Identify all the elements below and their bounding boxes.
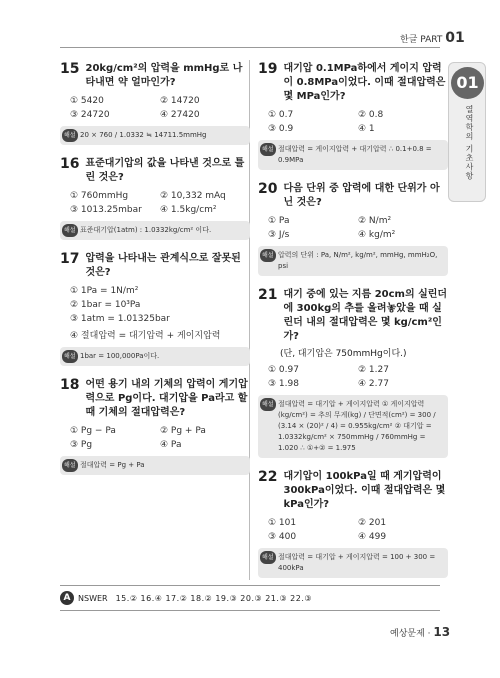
question-stem (60, 157, 250, 185)
question-stem (258, 288, 448, 344)
explanation-box: 해설 절대압력 = 대기압 + 게이지압력 ① 게이지압력(kg/cm²) = 추의 무게(kg) / 단면적(cm²) = 300 / (3.14 × (20)² / 4) = 0.955kg/cm² ② 대기압 = 1.0332kg/cm² × 750mmHg / 760mmHg = 1.020 ∴ ①+② = 1.975 (258, 395, 448, 458)
question-stem (258, 470, 448, 512)
answer-bar (60, 585, 440, 611)
option: ③ 24720 (70, 110, 110, 120)
explanation-box: 해설 절대압력 = 대기압 + 게이지압력 = 100 + 300 = 400kPa (258, 548, 448, 578)
explanation-box: 해설 20 × 760 / 1.0332 ≒ 14711.5mmHg (60, 126, 250, 145)
question-stem (60, 378, 250, 420)
answer-values: 15.② 16.④ 17.② 18.② 19.③ 20.③ 21.③ 22.③ (115, 593, 313, 603)
option: ② N/m² (358, 216, 392, 226)
question (258, 288, 448, 458)
header-logo: 한글 (400, 35, 418, 45)
chapter-number: 01 (451, 67, 484, 99)
option: ④ Pa (160, 440, 182, 450)
option: ① 101 (268, 518, 297, 528)
options (60, 286, 250, 341)
answer-label: NSWER (78, 593, 108, 603)
option: ② 14720 (160, 96, 200, 106)
question-number: 22 (258, 469, 278, 485)
option: ② 1bar = 10³Pa (70, 300, 141, 310)
chapter-title: 열역학의 기초사항 (465, 105, 474, 181)
question-number: 19 (258, 61, 278, 77)
question-number: 18 (60, 377, 80, 393)
question-stem (60, 252, 250, 280)
question-stem (60, 62, 250, 90)
question-text: 표준대기압의 값을 나타낸 것으로 틀린 것은? (85, 158, 245, 183)
option: ③ Pg (70, 440, 93, 450)
option: ④ 1.5kg/cm² (160, 205, 217, 215)
question-number: 15 (60, 61, 80, 77)
question-text: 다음 단위 중 압력에 대한 단위가 아닌 것은? (283, 183, 440, 208)
question (60, 378, 250, 475)
option: ④ 27420 (160, 110, 200, 120)
explanation-box: 해설 절대압력 = 게이지압력 + 대기압력 ∴ 0.1+0.8 = 0.9MPa (258, 140, 448, 170)
option: ④ 절대압력 = 대기압력 + 게이지압력 (70, 331, 221, 341)
option: ③ 400 (268, 532, 297, 542)
question-text: 20kg/cm²의 압력을 mmHg로 나타내면 약 얼마인가? (85, 63, 243, 88)
part-label: PART (420, 35, 443, 45)
question-text: 대기압이 100kPa일 때 게기압력이 300kPa이었다. 이때 절대압력은 몇 kPa인가? (283, 471, 446, 510)
explanation-box: 해설 절대압력 = Pg + Pa (60, 456, 250, 475)
question (258, 62, 448, 170)
question-number: 20 (258, 181, 278, 197)
question-note: (단, 대기압은 750mmHg이다.) (280, 349, 407, 359)
options (258, 216, 448, 240)
question (258, 470, 448, 578)
options (60, 96, 250, 120)
answer-a-icon: A (60, 591, 74, 605)
option: ③ 0.9 (268, 124, 294, 134)
option: ③ J/s (268, 230, 290, 240)
question (258, 182, 448, 276)
option: ① 760mmHg (70, 191, 129, 201)
option: ③ 1atm = 1.01325bar (70, 314, 170, 324)
question-text: 압력을 나타내는 관계식으로 잘못된 것은? (85, 253, 241, 278)
question-stem (258, 62, 448, 104)
question (60, 157, 250, 240)
option: ③ 1.98 (268, 379, 299, 389)
option: ③ 1013.25mbar (70, 205, 142, 215)
option: ② 10,332 mAq (160, 191, 226, 201)
question-stem (258, 182, 448, 210)
option: ④ 1 (358, 124, 375, 134)
option: ① 0.97 (268, 365, 299, 375)
question-text: 어떤 용기 내의 기체의 압력이 게기압력으로 Pg이다. 대기압을 Pa라고 할 때 기체의 절대압력은? (85, 379, 248, 418)
question (60, 62, 250, 145)
options (258, 110, 448, 134)
page-footer: 예상문제 · 13 (390, 625, 451, 639)
option: ② 0.8 (358, 110, 384, 120)
explanation-box: 해설 압력의 단위 : Pa, N/m², kg/m², mmHg, mmH₂O, psi (258, 246, 448, 276)
explanation-box: 해설 1bar = 100,000Pa이다. (60, 347, 250, 366)
explanation-box: 해설 표준대기압(1atm) : 1.0332kg/cm² 이다. (60, 221, 250, 240)
chapter-side-tab (448, 62, 486, 202)
options (60, 426, 250, 450)
question-text: 대기압 0.1MPa하에서 게이지 압력이 0.8MPa이었다. 이때 절대압력은 몇 MPa인가? (283, 63, 446, 102)
option: ① 1Pa = 1N/m² (70, 286, 139, 296)
option: ② 201 (358, 518, 387, 528)
question-number: 16 (60, 156, 80, 172)
option: ① 0.7 (268, 110, 294, 120)
question-text: 대기 중에 있는 지름 20cm의 실린더에 300kg의 추를 올려놓았을 때 실린더 내의 절대압력은 몇 kg/cm²인가? (283, 289, 448, 342)
question-number: 17 (60, 251, 80, 267)
option: ② Pg + Pa (160, 426, 206, 436)
option: ④ 499 (358, 532, 387, 542)
part-number: 01 (445, 30, 465, 46)
page-number: 13 (433, 625, 451, 639)
option: ① 5420 (70, 96, 104, 106)
header-rule (60, 47, 440, 48)
option: ② 1.27 (358, 365, 389, 375)
option: ① Pa (268, 216, 290, 226)
page-header (400, 30, 465, 46)
options (258, 365, 448, 389)
question-number: 21 (258, 287, 278, 303)
options (60, 191, 250, 215)
left-column (60, 62, 250, 487)
option: ④ 2.77 (358, 379, 389, 389)
question (60, 252, 250, 366)
option: ④ kg/m² (358, 230, 396, 240)
option: ① Pg − Pa (70, 426, 116, 436)
options (258, 518, 448, 542)
right-column (258, 62, 448, 590)
footer-label: 예상문제 (390, 629, 425, 639)
